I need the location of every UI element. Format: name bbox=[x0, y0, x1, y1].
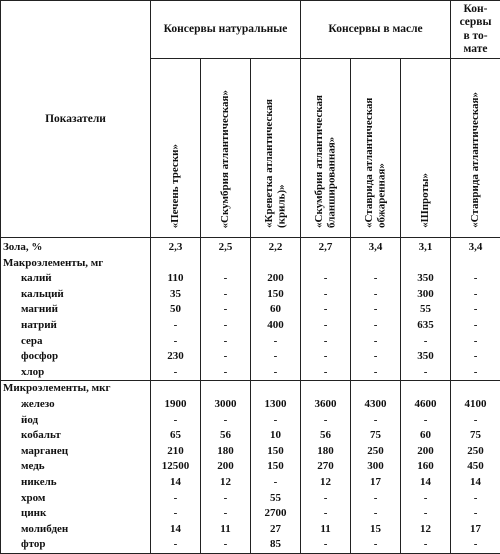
table-cell: - bbox=[301, 491, 351, 507]
table-cell bbox=[451, 256, 500, 272]
product-name: «Креветка атлантическая (криль)» bbox=[263, 60, 288, 228]
table-cell: - bbox=[151, 334, 201, 350]
table-cell: 3,1 bbox=[401, 238, 451, 256]
parameter-header: Показатели bbox=[1, 1, 151, 238]
product-name: «Печень трески» bbox=[169, 144, 182, 228]
table-cell: - bbox=[351, 302, 401, 318]
table-cell: 2,5 bbox=[201, 238, 251, 256]
table-cell: 60 bbox=[251, 302, 301, 318]
table-cell: 60 bbox=[401, 428, 451, 444]
row-label: натрий bbox=[1, 318, 151, 334]
table-cell: - bbox=[401, 365, 451, 381]
table-cell: - bbox=[351, 271, 401, 287]
table-cell: - bbox=[201, 287, 251, 303]
table-cell: 3,4 bbox=[451, 238, 500, 256]
table-cell: 15 bbox=[351, 522, 401, 538]
table-cell: 350 bbox=[401, 271, 451, 287]
table-cell bbox=[251, 381, 301, 397]
table-row bbox=[1, 459, 500, 475]
table-cell: - bbox=[451, 287, 500, 303]
table-cell: - bbox=[151, 491, 201, 507]
table-cell: - bbox=[451, 271, 500, 287]
product-header bbox=[401, 59, 451, 238]
row-label: Микроэлементы, мкг bbox=[1, 381, 151, 397]
table-cell: 150 bbox=[251, 459, 301, 475]
row-label: хром bbox=[1, 491, 151, 507]
table-cell: 270 bbox=[301, 459, 351, 475]
table-cell: - bbox=[351, 318, 401, 334]
table-cell: 14 bbox=[451, 475, 500, 491]
table-cell: 14 bbox=[151, 522, 201, 538]
table-cell: 200 bbox=[201, 459, 251, 475]
table-row bbox=[1, 506, 500, 522]
table-cell: - bbox=[401, 506, 451, 522]
table-row bbox=[1, 287, 500, 303]
group-header: Кон- сервы в то- мате bbox=[451, 1, 500, 59]
table-cell: - bbox=[401, 334, 451, 350]
table-cell: - bbox=[351, 413, 401, 429]
product-header bbox=[251, 59, 301, 238]
table-cell: 55 bbox=[251, 491, 301, 507]
table-cell: - bbox=[451, 506, 500, 522]
table-cell: - bbox=[301, 287, 351, 303]
table-cell: 2,7 bbox=[301, 238, 351, 256]
table-cell: - bbox=[301, 365, 351, 381]
table-cell: - bbox=[351, 365, 401, 381]
table-row bbox=[1, 397, 500, 413]
table-cell bbox=[401, 256, 451, 272]
table-cell: 56 bbox=[201, 428, 251, 444]
table-cell: - bbox=[201, 271, 251, 287]
table-cell: 200 bbox=[401, 444, 451, 460]
table-row bbox=[1, 349, 500, 365]
row-label: никель bbox=[1, 475, 151, 491]
table-cell: 4100 bbox=[451, 397, 500, 413]
table-cell: - bbox=[201, 302, 251, 318]
table-cell: - bbox=[201, 506, 251, 522]
table-cell: 150 bbox=[251, 444, 301, 460]
table-cell: - bbox=[351, 287, 401, 303]
row-label: сера bbox=[1, 334, 151, 350]
table-cell bbox=[201, 256, 251, 272]
table-row bbox=[1, 491, 500, 507]
table-cell: 3,4 bbox=[351, 238, 401, 256]
table-row bbox=[1, 444, 500, 460]
table-cell: 50 bbox=[151, 302, 201, 318]
product-header bbox=[151, 59, 201, 238]
table-cell: 35 bbox=[151, 287, 201, 303]
table-row bbox=[1, 537, 500, 553]
table-cell: 350 bbox=[401, 349, 451, 365]
table-row bbox=[1, 365, 500, 381]
product-header bbox=[301, 59, 351, 238]
table-cell: 12 bbox=[201, 475, 251, 491]
table-cell bbox=[301, 256, 351, 272]
row-label: железо bbox=[1, 397, 151, 413]
table-cell: - bbox=[251, 413, 301, 429]
table-row bbox=[1, 334, 500, 350]
table-cell: - bbox=[351, 537, 401, 553]
product-name: «Шпроты» bbox=[419, 173, 432, 228]
table-body bbox=[1, 238, 500, 554]
row-label: марганец bbox=[1, 444, 151, 460]
table-cell: - bbox=[301, 334, 351, 350]
table-cell: 56 bbox=[301, 428, 351, 444]
table-cell: 230 bbox=[151, 349, 201, 365]
table-cell: 2,3 bbox=[151, 238, 201, 256]
table-cell: 17 bbox=[351, 475, 401, 491]
table-cell: 210 bbox=[151, 444, 201, 460]
table-cell: - bbox=[301, 506, 351, 522]
table-cell bbox=[401, 381, 451, 397]
table-cell: - bbox=[451, 349, 500, 365]
table-cell: - bbox=[351, 506, 401, 522]
table-cell: 300 bbox=[351, 459, 401, 475]
table-cell: 75 bbox=[451, 428, 500, 444]
table-cell: 12 bbox=[401, 522, 451, 538]
table-row bbox=[1, 302, 500, 318]
table-cell: 11 bbox=[201, 522, 251, 538]
row-label: медь bbox=[1, 459, 151, 475]
table-cell: - bbox=[451, 334, 500, 350]
table-cell: - bbox=[201, 537, 251, 553]
row-label: кальций bbox=[1, 287, 151, 303]
table-cell: - bbox=[201, 491, 251, 507]
table-cell: 10 bbox=[251, 428, 301, 444]
table-cell bbox=[451, 381, 500, 397]
table-cell: - bbox=[151, 318, 201, 334]
table-cell: 3600 bbox=[301, 397, 351, 413]
table-cell bbox=[351, 256, 401, 272]
table-cell: 14 bbox=[401, 475, 451, 491]
table-cell: 2700 bbox=[251, 506, 301, 522]
product-name: «Скумбрия атлантическая» bbox=[219, 90, 232, 228]
row-label: кобальт bbox=[1, 428, 151, 444]
table-cell: - bbox=[401, 413, 451, 429]
table-cell: - bbox=[201, 334, 251, 350]
table-cell: - bbox=[451, 413, 500, 429]
row-label: фтор bbox=[1, 537, 151, 553]
table-cell: 450 bbox=[451, 459, 500, 475]
table-header bbox=[1, 1, 500, 238]
table-cell: 1300 bbox=[251, 397, 301, 413]
row-label: магний bbox=[1, 302, 151, 318]
table-cell: 400 bbox=[251, 318, 301, 334]
table-cell: - bbox=[251, 349, 301, 365]
product-header bbox=[351, 59, 401, 238]
table-cell: - bbox=[451, 302, 500, 318]
table-cell bbox=[301, 381, 351, 397]
table-row bbox=[1, 428, 500, 444]
table-cell: - bbox=[351, 491, 401, 507]
table-row bbox=[1, 413, 500, 429]
table-cell: 17 bbox=[451, 522, 500, 538]
table-cell: - bbox=[301, 302, 351, 318]
row-label: фосфор bbox=[1, 349, 151, 365]
table-cell: 14 bbox=[151, 475, 201, 491]
product-name: «Ставрида атлантическая обжаренная» bbox=[363, 60, 388, 228]
table-cell: 300 bbox=[401, 287, 451, 303]
table-cell: - bbox=[401, 537, 451, 553]
table-cell: - bbox=[451, 318, 500, 334]
table-cell: 4600 bbox=[401, 397, 451, 413]
table-cell: 200 bbox=[251, 271, 301, 287]
table-cell: 250 bbox=[351, 444, 401, 460]
table-cell: - bbox=[201, 349, 251, 365]
table-cell: - bbox=[151, 413, 201, 429]
table-cell: 250 bbox=[451, 444, 500, 460]
table-cell bbox=[151, 381, 201, 397]
table-cell: - bbox=[201, 365, 251, 381]
row-label: Зола, % bbox=[1, 238, 151, 256]
table-cell: 85 bbox=[251, 537, 301, 553]
row-label: цинк bbox=[1, 506, 151, 522]
product-header bbox=[451, 59, 500, 238]
table-cell: - bbox=[301, 271, 351, 287]
table-row bbox=[1, 271, 500, 287]
table-cell: - bbox=[151, 537, 201, 553]
table-row bbox=[1, 238, 500, 256]
table-row bbox=[1, 256, 500, 272]
table-cell: 110 bbox=[151, 271, 201, 287]
row-label: йод bbox=[1, 413, 151, 429]
table-cell bbox=[351, 381, 401, 397]
table-cell: - bbox=[251, 365, 301, 381]
table-cell: - bbox=[201, 318, 251, 334]
table-cell: 11 bbox=[301, 522, 351, 538]
row-label: молибден bbox=[1, 522, 151, 538]
table-cell: 4300 bbox=[351, 397, 401, 413]
row-label: Макроэлементы, мг bbox=[1, 256, 151, 272]
table-cell: 3000 bbox=[201, 397, 251, 413]
table-cell: - bbox=[451, 491, 500, 507]
row-label: хлор bbox=[1, 365, 151, 381]
table-row bbox=[1, 475, 500, 491]
table-cell: - bbox=[301, 413, 351, 429]
table-cell: - bbox=[401, 491, 451, 507]
table-row bbox=[1, 318, 500, 334]
table-cell bbox=[251, 256, 301, 272]
table-cell: - bbox=[451, 365, 500, 381]
table-cell: 27 bbox=[251, 522, 301, 538]
product-name: «Ставрида атлантическая» bbox=[469, 92, 482, 228]
table-cell: - bbox=[351, 349, 401, 365]
table-cell: 12500 bbox=[151, 459, 201, 475]
table-cell: 180 bbox=[201, 444, 251, 460]
table-cell bbox=[151, 256, 201, 272]
row-label: калий bbox=[1, 271, 151, 287]
table-cell: - bbox=[451, 537, 500, 553]
table-cell: 55 bbox=[401, 302, 451, 318]
table-cell: - bbox=[351, 334, 401, 350]
table-cell: 635 bbox=[401, 318, 451, 334]
table-cell: 150 bbox=[251, 287, 301, 303]
table-cell: - bbox=[301, 349, 351, 365]
product-name: «Скумбрия атлантическая бланшированная» bbox=[313, 60, 338, 228]
table-cell: 12 bbox=[301, 475, 351, 491]
table-cell: - bbox=[251, 334, 301, 350]
table-cell: 75 bbox=[351, 428, 401, 444]
table-cell: - bbox=[201, 413, 251, 429]
group-header: Консервы в масле bbox=[301, 1, 451, 59]
table-cell bbox=[201, 381, 251, 397]
table-row bbox=[1, 381, 500, 397]
table-cell: - bbox=[251, 475, 301, 491]
table-cell: - bbox=[301, 318, 351, 334]
table-cell: 180 bbox=[301, 444, 351, 460]
table-cell: 160 bbox=[401, 459, 451, 475]
product-header bbox=[201, 59, 251, 238]
group-header: Консервы натуральные bbox=[151, 1, 301, 59]
table-cell: - bbox=[301, 537, 351, 553]
table-cell: 1900 bbox=[151, 397, 201, 413]
table-cell: - bbox=[151, 506, 201, 522]
table-cell: 2,2 bbox=[251, 238, 301, 256]
table-cell: 65 bbox=[151, 428, 201, 444]
table-cell: - bbox=[151, 365, 201, 381]
